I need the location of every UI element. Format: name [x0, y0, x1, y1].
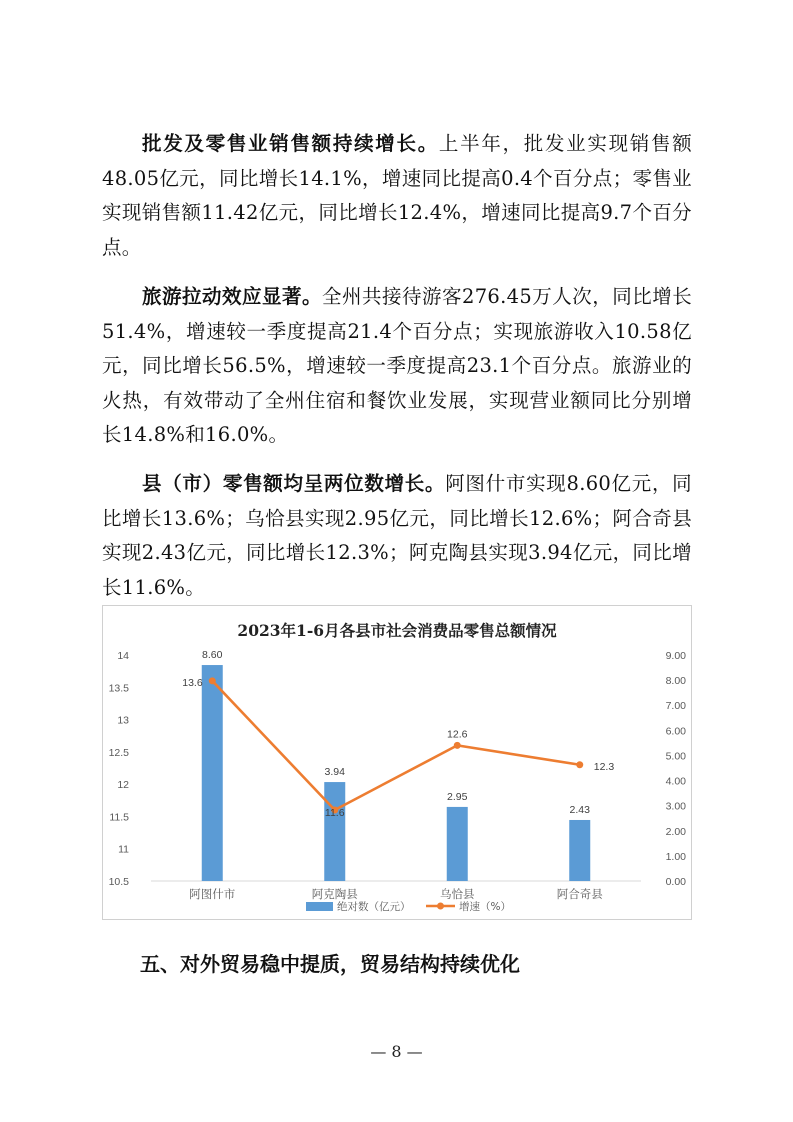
paragraph-lead: 批发及零售业销售额持续增长。 [142, 132, 439, 155]
right-axis-tick-label: 4.00 [665, 775, 686, 788]
right-axis-tick-label: 6.00 [665, 725, 686, 738]
paragraph-lead: 旅游拉动效应显著。 [142, 285, 322, 308]
paragraph-tourism [102, 280, 692, 453]
growth-point [454, 742, 461, 749]
right-axis-tick-label: 5.00 [665, 750, 686, 763]
category-label: 阿合奇县 [556, 887, 603, 901]
chart-canvas [103, 606, 691, 919]
retail-sales-chart [102, 605, 692, 920]
left-axis-tick-label: 14 [117, 650, 129, 662]
chart-marks [109, 649, 687, 913]
growth-point [576, 761, 583, 768]
bar [447, 807, 468, 881]
left-axis-tick-label: 13 [117, 714, 129, 727]
bar-data-label: 2.43 [569, 803, 590, 816]
left-axis-tick-label: 11.5 [109, 811, 129, 824]
paragraph-body: 阿图什市实现8.60亿元，同比增长13.6%；乌恰县实现2.95亿元，同比增长12.6%；阿合奇县实现2.43亿元，同比增长12.3%；阿克陶县实现3.94亿元，同比增长11.6%。 [102, 472, 692, 599]
bar-data-label: 8.60 [202, 649, 223, 662]
left-axis-tick-label: 13.5 [108, 682, 129, 695]
paragraph-wholesale-retail [102, 127, 692, 265]
growth-data-label: 12.6 [447, 728, 468, 741]
bar-data-label: 2.95 [447, 790, 468, 803]
right-axis-tick-label: 2.00 [665, 825, 686, 838]
paragraph-body: 全州共接待游客276.45万人次，同比增长51.4%，增速较一季度提高21.4个百分点；实现旅游收入10.58亿元，同比增长56.5%，增速较一季度提高23.1个百分点。旅游业的火热，有效带动了全州住宿和餐饮业发展，实现营业额同比分别增长14.8%和16.0%。 [102, 285, 693, 446]
page-number: — 8 — [370, 1042, 423, 1061]
bar [569, 820, 590, 881]
growth-data-label: 11.6 [324, 806, 345, 819]
bar [202, 665, 223, 881]
bar-data-label: 3.94 [324, 766, 345, 779]
left-axis-tick-label: 12 [117, 779, 129, 792]
right-axis-tick-label: 0.00 [665, 876, 686, 888]
legend-label-line: 增速（%） [459, 901, 511, 913]
category-label: 阿图什市 [189, 887, 236, 901]
bar [324, 782, 345, 881]
category-label: 阿克陶县 [311, 887, 358, 901]
growth-data-label: 13.6 [182, 676, 203, 689]
legend-swatch-bars [306, 902, 333, 911]
legend-marker-line [437, 903, 444, 910]
legend-label-bars: 绝对数（亿元） [337, 901, 411, 913]
right-axis-tick-label: 9.00 [665, 650, 686, 662]
paragraph-lead: 县（市）零售额均呈两位数增长。 [142, 472, 446, 495]
right-axis-tick-label: 1.00 [665, 850, 686, 863]
paragraph-counties [102, 467, 692, 605]
paragraph-body: 上半年，批发业实现销售额48.05亿元，同比增长14.1%，增速同比提高0.4个百分点；零售业实现销售额11.42亿元，同比增长12.4%，增速同比提高9.7个百分点。 [102, 132, 692, 259]
category-label: 乌恰县 [440, 887, 475, 901]
growth-line [212, 681, 580, 810]
chart-title: 2023年1-6月各县市社会消费品零售总额情况 [237, 621, 557, 640]
growth-point [209, 677, 216, 684]
left-axis-tick-label: 11 [118, 843, 129, 856]
section-heading: 五、对外贸易稳中提质，贸易结构持续优化 [140, 952, 520, 976]
right-axis-tick-label: 8.00 [665, 675, 686, 688]
right-axis-tick-label: 7.00 [665, 700, 686, 713]
right-axis-tick-label: 3.00 [665, 800, 686, 813]
left-axis-tick-label: 10.5 [108, 876, 129, 888]
left-axis-tick-label: 12.5 [108, 746, 129, 759]
growth-data-label: 12.3 [593, 760, 615, 773]
